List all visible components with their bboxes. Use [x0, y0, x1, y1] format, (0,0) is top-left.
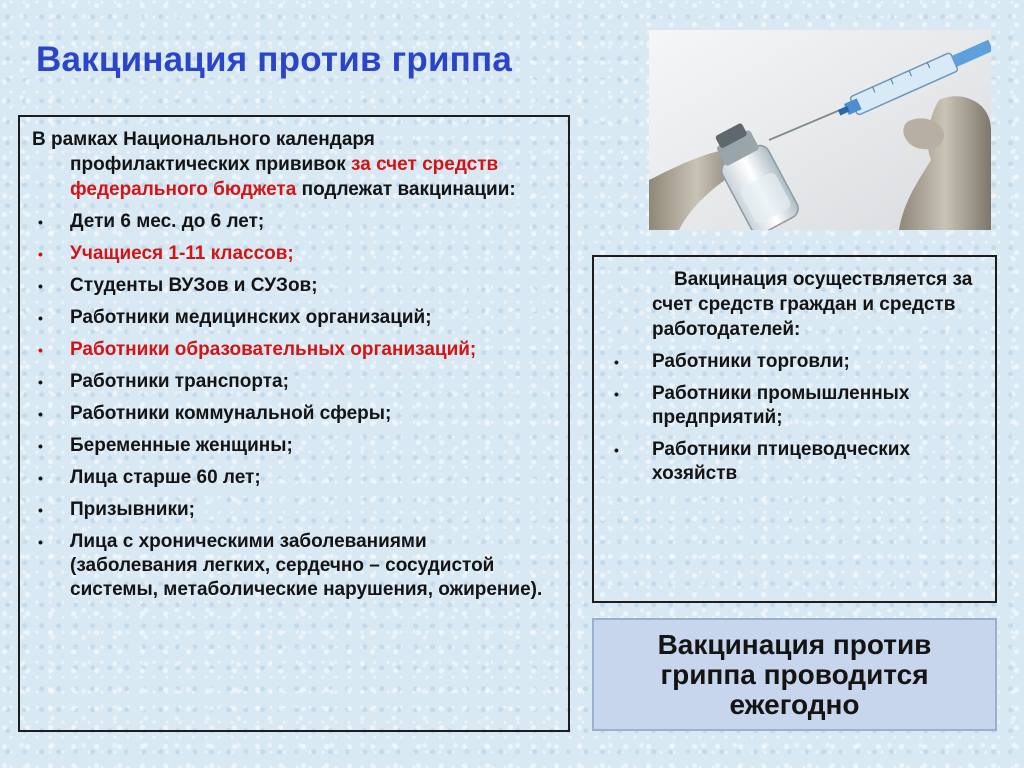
bullet-icon: • — [38, 278, 43, 294]
list-item-text: Работники птицеводческих хозяйств — [652, 439, 911, 484]
employer-funded-panel — [592, 255, 997, 603]
federal-intro-suffix: подлежат вакцинации: — [296, 179, 516, 200]
bullet-icon: • — [614, 442, 619, 458]
bullet-icon: • — [38, 342, 43, 358]
list-item — [32, 242, 558, 266]
federal-intro-prefix: В рамках Национального календаря — [32, 129, 375, 150]
list-item-text: Беременные женщины; — [70, 435, 293, 456]
federal-budget-panel — [18, 115, 570, 732]
list-item — [32, 210, 558, 234]
list-item-text: Работники транспорта; — [70, 371, 289, 392]
list-item — [32, 338, 558, 362]
list-item-text: Работники торговли; — [652, 351, 850, 372]
federal-intro-line2: профилактических прививок — [70, 154, 352, 175]
bullet-icon: • — [38, 534, 43, 550]
list-item-text: Учащиеся 1-11 классов; — [70, 243, 294, 264]
syringe-photo — [649, 30, 991, 230]
syringe-vial-icon — [649, 30, 991, 230]
list-item-text: Студенты ВУЗов и СУЗов; — [70, 275, 318, 296]
federal-group-list — [32, 210, 558, 602]
list-item-text: Работники промышленных предприятий; — [652, 383, 910, 428]
list-item — [32, 530, 558, 602]
employer-group-list — [604, 350, 985, 486]
bullet-icon: • — [38, 310, 43, 326]
bullet-icon: • — [38, 470, 43, 486]
bullet-icon: • — [614, 354, 619, 370]
list-item — [32, 306, 558, 330]
list-item — [604, 382, 985, 430]
list-item — [604, 350, 985, 374]
bullet-icon: • — [38, 406, 43, 422]
list-item — [32, 466, 558, 490]
list-item-text: Работники образовательных организаций; — [70, 339, 477, 360]
list-item — [32, 274, 558, 298]
list-item — [32, 402, 558, 426]
bullet-icon: • — [38, 374, 43, 390]
list-item-text: Дети 6 мес. до 6 лет; — [70, 211, 265, 232]
bullet-icon: • — [38, 246, 43, 262]
list-item — [604, 438, 985, 486]
list-item-text: Лица с хроническими заболеваниями (заболевания легких, сердечно – сосудистой системы, метаболические нарушения, ожирение). — [70, 531, 543, 600]
federal-budget-highlight: за счет средств федерального бюджета — [70, 154, 499, 200]
annual-vaccination-note: Вакцинация против гриппа проводится ежегодно — [592, 618, 997, 731]
bullet-icon: • — [38, 438, 43, 454]
federal-intro — [32, 127, 558, 202]
page-title: Вакцинация против гриппа — [36, 40, 513, 79]
list-item-text: Работники медицинских организаций; — [70, 307, 432, 328]
list-item-text: Лица старше 60 лет; — [70, 467, 261, 488]
list-item — [32, 498, 558, 522]
bullet-icon: • — [38, 502, 43, 518]
employer-intro: Вакцинация осуществляется за счет средств граждан и средств работодателей: — [652, 269, 973, 340]
list-item-text: Призывники; — [70, 499, 195, 520]
list-item — [32, 434, 558, 458]
list-item — [32, 370, 558, 394]
bullet-icon: • — [38, 214, 43, 230]
bullet-icon: • — [614, 386, 619, 402]
list-item-text: Работники коммунальной сферы; — [70, 403, 392, 424]
